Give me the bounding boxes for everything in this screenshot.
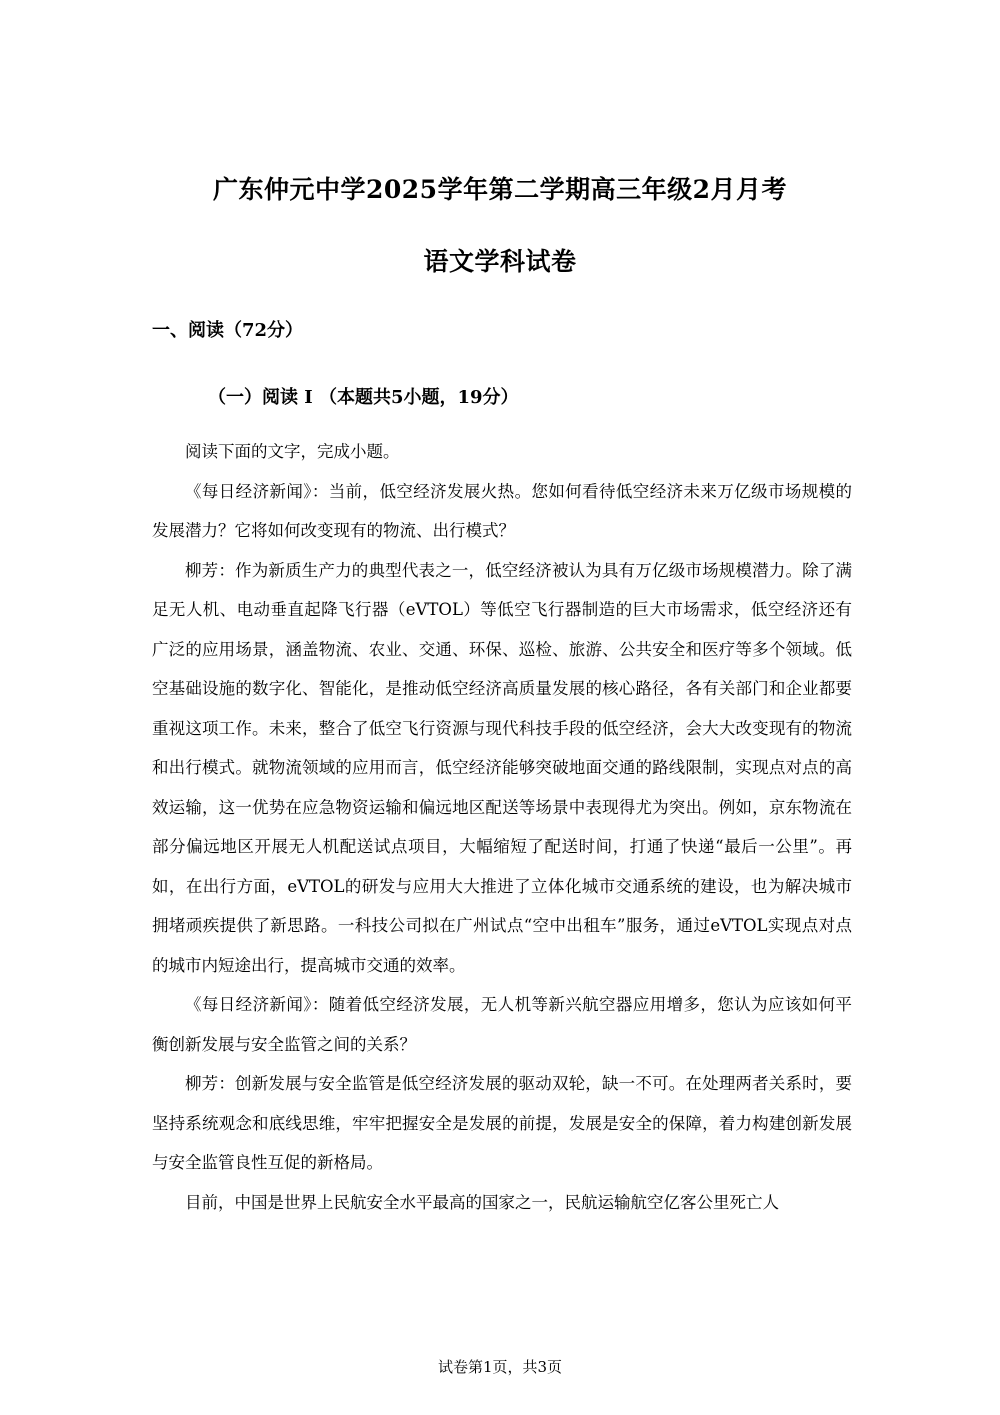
paragraph-continuation: 目前，中国是世界上民航安全水平最高的国家之一，民航运输航空亿客公里死亡人: [185, 1192, 779, 1212]
paragraph-instruction: 阅读下面的文字，完成小题。: [185, 442, 400, 461]
subsection-heading-reading-1: （一）阅读 I （本题共5小题，19分）: [208, 387, 519, 408]
exam-title-line1: 广东仲元中学2025学年第二学期高三年级2月月考: [213, 175, 787, 204]
paragraph-question-2: 《每日经济新闻》：随着低空经济发展，无人机等新兴航空器应用增多，您认为应该如何平衡创新发展与安全监管之间的关系？: [152, 995, 852, 1054]
paragraph-question-1: 《每日经济新闻》：当前，低空经济发展火热。您如何看待低空经济未来万亿级市场规模的发展潜力？它将如何改变现有的物流、出行模式？: [152, 481, 852, 540]
paragraph-answer-2: 柳芳：创新发展与安全监管是低空经济发展的驱动双轮，缺一不可。在处理两者关系时，要坚持系统观念和底线思维，牢牢把握安全是发展的前提，发展是安全的保障，着力构建创新发展与安全监管良性互促的新格局。: [152, 1074, 852, 1172]
page-footer: 试卷第1页，共3页: [437, 1358, 563, 1376]
section-heading-reading: 一、阅读（72分）: [152, 320, 304, 341]
reading-passage: [152, 432, 852, 1222]
exam-title-line2: 语文学科试卷: [423, 247, 577, 276]
paragraph-answer-1: 柳芳：作为新质生产力的典型代表之一，低空经济被认为具有万亿级市场规模潜力。除了满足无人机、电动垂直起降飞行器（eVTOL）等低空飞行器制造的巨大市场需求，低空经济还有广泛的应用场景，涵盖物流、农业、交通、环保、巡检、旅游、公共安全和医疗等多个领域。低空基础设施的数字化、智能化，是推动低空经济高质量发展的核心路径，各有关部门和企业都要重视这项工作。未来，整合了低空飞行资源与现代科技手段的低空经济，会大大改变现有的物流和出行模式。就物流领域的应用而言，低空经济能够突破地面交通的路线限制，实现点对点的高效运输，这一优势在应急物资运输和偏远地区配送等场景中表现得尤为突出。例如，京东物流在部分偏远地区开展无人机配送试点项目，大幅缩短了配送时间，打通了快递“最后一公里”。再如，在出行方面，eVTOL的研发与应用大大推进了立体化城市交通系统的建设，也为解决城市拥堵顽疾提供了新思路。一科技公司拟在广州试点“空中出租车”服务，通过eVTOL实现点对点的城市内短途出行，提高城市交通的效率。: [152, 560, 852, 975]
